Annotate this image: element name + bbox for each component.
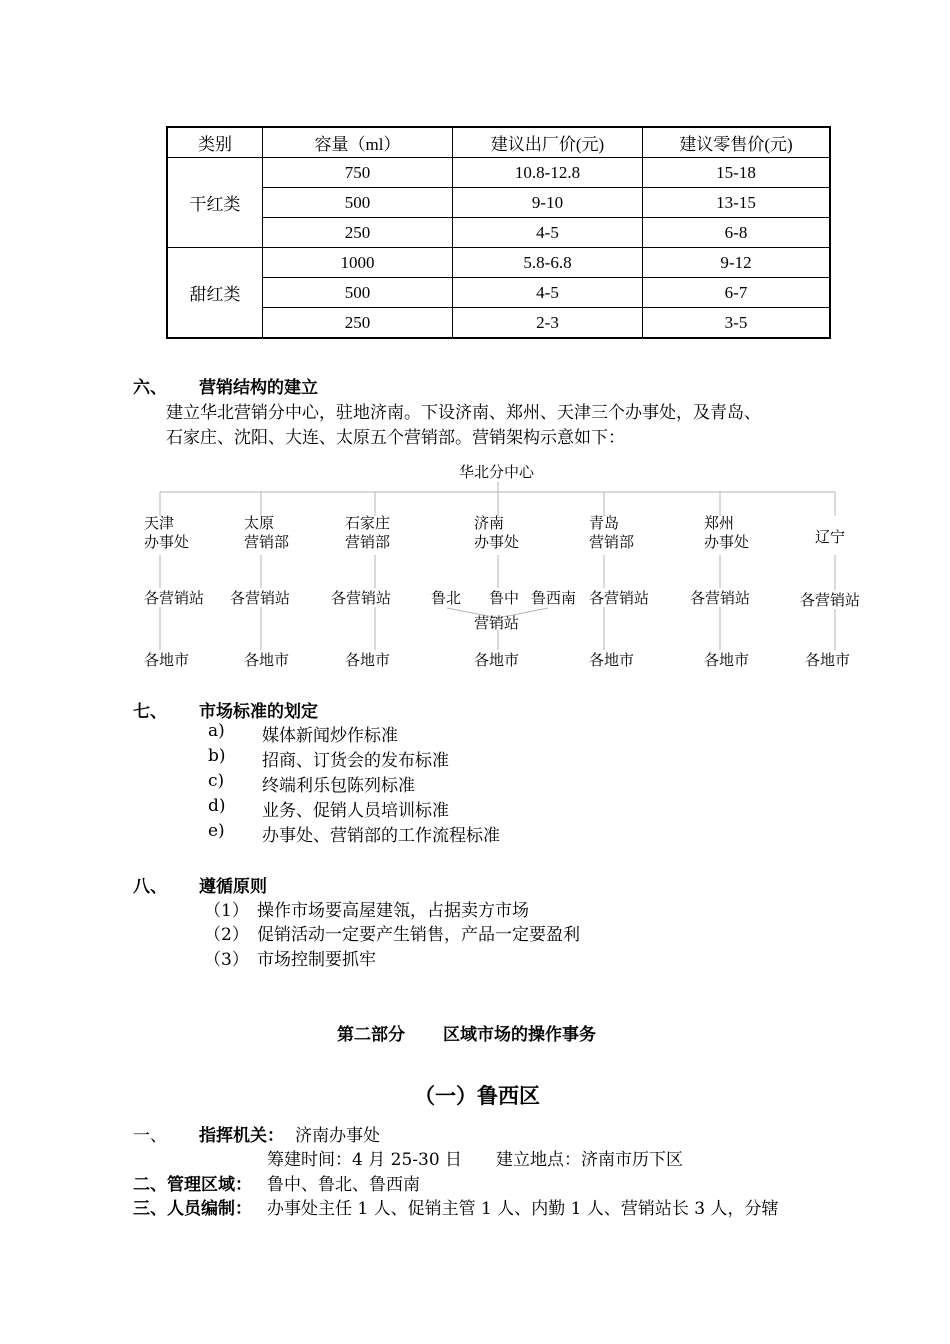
org-unit-type: 营销部 <box>345 533 391 551</box>
org-unit-jinan <box>474 514 519 552</box>
category-cell: 干红类 <box>167 158 263 248</box>
table-cell: 9-10 <box>453 188 643 218</box>
list-item: 业务、促销人员培训标准 <box>262 801 449 821</box>
org-jinan-sub-luzhong: 鲁中 <box>489 589 520 607</box>
section7-number: 七、 <box>133 702 167 722</box>
org-unit-name: 太原 <box>244 514 275 532</box>
org-unit-name: 石家庄 <box>345 514 391 532</box>
list-item: 促销活动一定要产生销售，产品一定要盈利 <box>257 925 580 945</box>
build-place: 建立地点：济南市历下区 <box>496 1150 683 1170</box>
org-unit-type: 办事处 <box>144 533 190 551</box>
org-unit-type: 办事处 <box>474 533 520 551</box>
table-cell: 500 <box>263 278 453 308</box>
list-item: 操作市场要高屋建瓴，占据卖方市场 <box>257 901 529 921</box>
table-cell: 10.8-12.8 <box>453 158 643 188</box>
table-cell: 250 <box>263 308 453 339</box>
section8-number: 八、 <box>133 877 167 897</box>
table-cell: 3-5 <box>643 308 831 339</box>
org-unit-tianjin <box>144 514 189 552</box>
item1-value: 济南办事处 <box>295 1126 380 1146</box>
org-city: 各地市 <box>144 651 190 669</box>
section6-title: 营销结构的建立 <box>199 378 318 398</box>
org-station: 各营销站 <box>800 591 861 609</box>
part2-label: 第二部分 <box>337 1025 405 1045</box>
list-item: 市场控制要抓牢 <box>257 950 376 970</box>
list-item: 终端利乐包陈列标准 <box>262 776 415 796</box>
org-unit-name: 天津 <box>144 514 175 532</box>
table-cell: 1000 <box>263 248 453 278</box>
org-city: 各地市 <box>805 651 851 669</box>
org-station: 各营销站 <box>331 589 392 607</box>
org-station: 各营销站 <box>144 589 205 607</box>
list-item: 招商、订货会的发布标准 <box>262 751 449 771</box>
section8-title: 遵循原则 <box>199 877 267 897</box>
section6-number: 六、 <box>133 378 167 398</box>
table-cell: 250 <box>263 218 453 248</box>
list-item-mark: （3） <box>204 950 249 970</box>
item3-value: 办事处主任 1 人、促销主管 1 人、内勤 1 人、营销站长 3 人，分辖 <box>267 1199 779 1219</box>
table-cell: 4-5 <box>453 278 643 308</box>
org-jinan-sub-luxinan: 鲁西南 <box>531 589 577 607</box>
org-station: 各营销站 <box>230 589 291 607</box>
org-unit-type: 营销部 <box>244 533 290 551</box>
category-cell: 甜红类 <box>167 248 263 339</box>
item2-value: 鲁中、鲁北、鲁西南 <box>267 1175 420 1195</box>
org-jinan-station: 营销站 <box>474 614 520 632</box>
list-item-mark: d) <box>208 796 226 816</box>
section6-paragraph-line2: 石家庄、沈阳、大连、太原五个营销部。营销架构示意如下： <box>166 428 625 448</box>
item1-number: 一、 <box>133 1126 167 1146</box>
section7-title: 市场标准的划定 <box>199 702 318 722</box>
org-city: 各地市 <box>704 651 750 669</box>
org-unit-name: 青岛 <box>589 514 620 532</box>
list-item: 媒体新闻炒作标准 <box>262 726 398 746</box>
item3-label: 三、人员编制： <box>133 1199 252 1219</box>
list-item-mark: a) <box>208 721 225 741</box>
org-jinan-sub-lubei: 鲁北 <box>431 589 462 607</box>
item2-label: 二、管理区域： <box>133 1175 252 1195</box>
list-item-mark: c) <box>208 771 225 791</box>
org-unit-taiyuan <box>244 514 289 552</box>
org-unit-name: 郑州 <box>704 514 735 532</box>
header-retail-price: 建议零售价(元) <box>643 127 831 158</box>
region-title: （一）鲁西区 <box>414 1083 540 1108</box>
table-cell: 2-3 <box>453 308 643 339</box>
org-unit-type: 营销部 <box>589 533 635 551</box>
table-cell: 6-7 <box>643 278 831 308</box>
table-cell: 13-15 <box>643 188 831 218</box>
org-city: 各地市 <box>474 651 520 669</box>
table-cell: 500 <box>263 188 453 218</box>
org-station: 各营销站 <box>589 589 650 607</box>
header-category: 类别 <box>167 127 263 158</box>
list-item-mark: e) <box>208 821 225 841</box>
item1-label: 指挥机关： <box>199 1126 284 1146</box>
header-capacity: 容量（ml） <box>263 127 453 158</box>
section6-paragraph-line1: 建立华北营销分中心，驻地济南。下设济南、郑州、天津三个办事处，及青岛、 <box>166 403 761 423</box>
org-unit-type: 办事处 <box>704 533 750 551</box>
org-unit-name: 济南 <box>474 514 505 532</box>
header-factory-price: 建议出厂价(元) <box>453 127 643 158</box>
list-item-mark: b) <box>208 746 226 766</box>
org-unit-shijiazhuang <box>345 514 390 552</box>
table-cell: 6-8 <box>643 218 831 248</box>
list-item: 办事处、营销部的工作流程标准 <box>262 826 500 846</box>
org-unit-qingdao <box>589 514 634 552</box>
part2-title: 区域市场的操作事务 <box>443 1025 596 1045</box>
org-city: 各地市 <box>589 651 635 669</box>
org-city: 各地市 <box>345 651 391 669</box>
org-city: 各地市 <box>244 651 290 669</box>
list-item-mark: （1） <box>204 901 249 921</box>
org-station: 各营销站 <box>690 589 751 607</box>
org-unit-zhengzhou <box>704 514 749 552</box>
table-cell: 5.8-6.8 <box>453 248 643 278</box>
table-cell: 9-12 <box>643 248 831 278</box>
org-root-node: 华北分中心 <box>459 463 535 481</box>
table-cell: 15-18 <box>643 158 831 188</box>
list-item-mark: （2） <box>204 925 249 945</box>
table-cell: 4-5 <box>453 218 643 248</box>
table-cell: 750 <box>263 158 453 188</box>
build-time: 筹建时间：4 月 25-30 日 <box>267 1150 463 1170</box>
org-unit-liaoning: 辽宁 <box>815 528 846 546</box>
